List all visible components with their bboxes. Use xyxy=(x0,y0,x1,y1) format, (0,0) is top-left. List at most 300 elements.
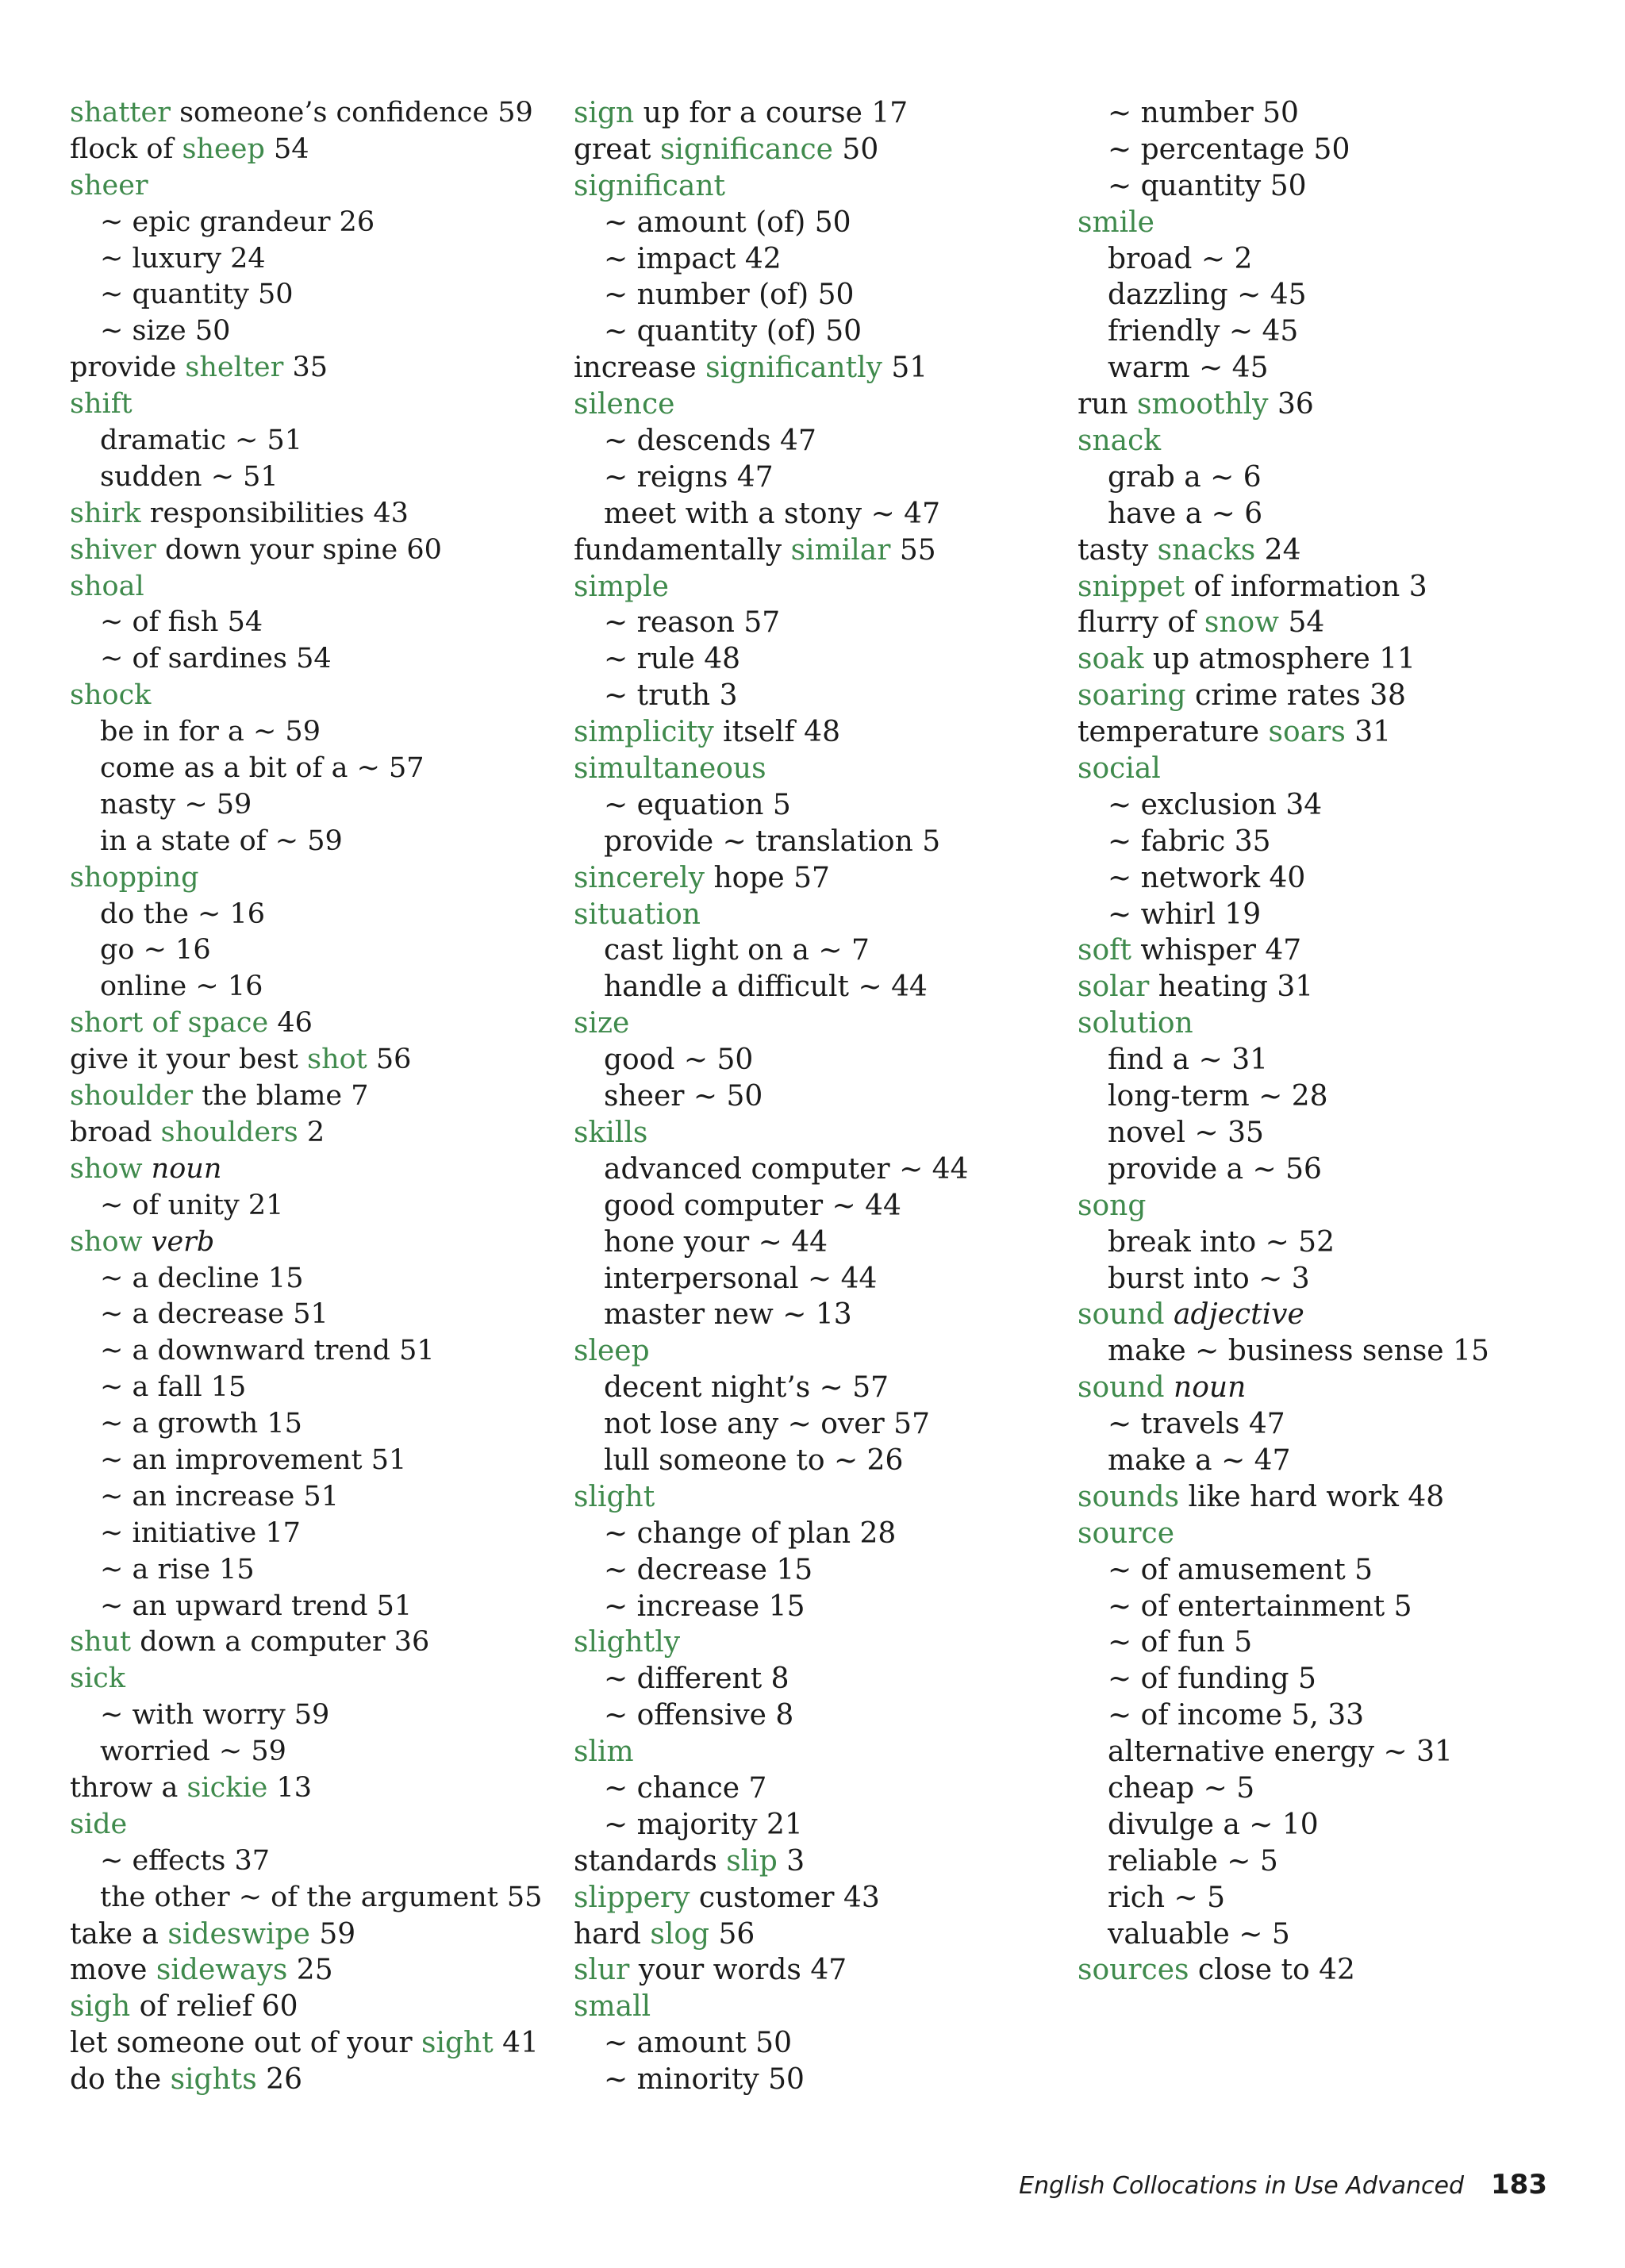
entry-text: ~ luxury 24 xyxy=(100,242,266,275)
entry-text: give it your best xyxy=(70,1044,308,1076)
index-subentry xyxy=(574,459,969,496)
headword: solution xyxy=(1078,1007,1193,1040)
index-subentry xyxy=(70,459,542,496)
entry-text: good ~ 50 xyxy=(604,1044,754,1077)
headword: sheep xyxy=(182,133,265,165)
index-entry xyxy=(70,1005,542,1042)
entry-text: of information 3 xyxy=(1185,570,1427,603)
entry-text: alternative energy ~ 31 xyxy=(1108,1736,1453,1769)
entry-text: ~ quantity 50 xyxy=(1108,169,1307,202)
headword: sights xyxy=(170,2063,257,2097)
index-entry xyxy=(70,350,542,386)
index-entry xyxy=(1078,932,1489,969)
entry-text: ~ majority 21 xyxy=(604,1808,803,1841)
headword: snacks xyxy=(1157,533,1256,567)
entry-text: ~ number 50 xyxy=(1108,97,1299,129)
index-subentry xyxy=(1078,1261,1489,1297)
index-entry xyxy=(70,678,542,714)
headword: sheer xyxy=(70,169,148,202)
entry-text: make ~ business sense 15 xyxy=(1108,1335,1489,1368)
entry-text: ~ initiative 17 xyxy=(100,1516,301,1549)
entry-text: standards xyxy=(574,1844,727,1878)
entry-text: sheer ~ 50 xyxy=(604,1080,763,1113)
entry-text: 54 xyxy=(1279,606,1325,640)
index-subentry xyxy=(70,1552,542,1589)
index-subentry xyxy=(1078,241,1489,278)
index-entry xyxy=(70,1151,542,1188)
entry-text: good computer ~ 44 xyxy=(604,1189,901,1222)
entry-text: 25 xyxy=(287,1954,333,1987)
headword: similar xyxy=(790,533,891,567)
index-subentry xyxy=(70,932,542,969)
index-subentry xyxy=(574,2025,969,2062)
entry-text: 2 xyxy=(298,1116,325,1148)
headword: shot xyxy=(307,1044,367,1076)
part-of-speech: noun xyxy=(142,1152,222,1185)
index-subentry xyxy=(1078,168,1489,205)
index-subentry xyxy=(1078,1624,1489,1661)
index-subentry xyxy=(70,277,542,313)
entry-text: master new ~ 13 xyxy=(604,1298,852,1332)
entry-text: 24 xyxy=(1255,533,1301,567)
entry-text: provide xyxy=(70,352,186,384)
entry-text: ~ an upward trend 51 xyxy=(100,1590,413,1622)
index-subentry xyxy=(574,605,969,641)
headword: show xyxy=(70,1152,143,1185)
entry-text: someone’s confidence 59 xyxy=(170,97,533,129)
entry-text: divulge a ~ 10 xyxy=(1108,1808,1319,1841)
index-entry xyxy=(70,1770,542,1807)
index-subentry xyxy=(574,932,969,969)
entry-text: make a ~ 47 xyxy=(1108,1443,1291,1477)
index-subentry xyxy=(574,787,969,824)
index-subentry xyxy=(70,1880,542,1916)
headword: shopping xyxy=(70,861,199,894)
index-subentry xyxy=(574,2062,969,2098)
index-entry xyxy=(574,1624,969,1661)
headword: social xyxy=(1078,752,1161,786)
index-subentry xyxy=(574,1151,969,1188)
headword: slight xyxy=(574,1480,655,1513)
entry-text: lull someone to ~ 26 xyxy=(604,1443,904,1477)
index-entry xyxy=(574,95,969,132)
entry-text: ~ a decrease 51 xyxy=(100,1298,328,1331)
index-subentry xyxy=(1078,1042,1489,1078)
headword: shoal xyxy=(70,570,144,602)
headword: small xyxy=(574,1990,651,2024)
entry-text: nasty ~ 59 xyxy=(100,788,252,821)
entry-text: ~ of entertainment 5 xyxy=(1108,1590,1412,1623)
index-entry xyxy=(70,1989,542,2025)
index-subentry xyxy=(70,824,542,860)
index-subentry xyxy=(574,277,969,313)
entry-text: ~ reason 57 xyxy=(604,606,781,640)
index-entry xyxy=(1078,532,1489,569)
book-title: English Collocations in Use Advanced xyxy=(1019,2172,1465,2200)
entry-text: 41 xyxy=(493,2027,539,2060)
index-subentry xyxy=(1078,860,1489,897)
index-entry xyxy=(1078,1005,1489,1042)
entry-text: crime rates 38 xyxy=(1185,679,1406,713)
headword: skills xyxy=(574,1116,648,1149)
headword: simultaneous xyxy=(574,752,766,786)
entry-text: interpersonal ~ 44 xyxy=(604,1262,878,1295)
entry-text: ~ chance 7 xyxy=(604,1771,767,1805)
headword: shoulders xyxy=(160,1116,298,1148)
index-subentry xyxy=(574,1188,969,1224)
entry-text: reliable ~ 5 xyxy=(1108,1844,1278,1878)
entry-text: break into ~ 52 xyxy=(1108,1225,1335,1259)
headword: slur xyxy=(574,1954,630,1987)
headword: silence xyxy=(574,388,675,421)
entry-text: ~ of income 5, 33 xyxy=(1108,1699,1365,1732)
index-entry xyxy=(70,1224,542,1261)
entry-text: responsibilities 43 xyxy=(140,497,409,529)
entry-text: come as a bit of a ~ 57 xyxy=(100,752,424,785)
page-footer xyxy=(1019,2165,1547,2205)
entry-text: be in for a ~ 59 xyxy=(100,716,321,748)
entry-text: whisper 47 xyxy=(1131,934,1302,967)
index-entry xyxy=(574,1989,969,2025)
index-entry xyxy=(70,1115,542,1151)
index-entry xyxy=(574,132,969,168)
entry-text: ~ a growth 15 xyxy=(100,1408,302,1440)
entry-text: ~ impact 42 xyxy=(604,242,782,275)
headword: slip xyxy=(726,1844,778,1878)
index-entry xyxy=(70,1952,542,1989)
index-subentry xyxy=(1078,1734,1489,1770)
index-entry xyxy=(574,714,969,751)
index-entry xyxy=(70,1078,542,1115)
headword: significantly xyxy=(705,352,882,385)
entry-text: decent night’s ~ 57 xyxy=(604,1371,889,1405)
index-subentry xyxy=(70,313,542,350)
index-subentry xyxy=(1078,1406,1489,1443)
headword: slim xyxy=(574,1736,634,1769)
entry-text: grab a ~ 6 xyxy=(1108,460,1262,494)
index-entry xyxy=(70,569,542,605)
index-subentry xyxy=(70,714,542,751)
headword: sideswipe xyxy=(167,1917,310,1951)
headword: side xyxy=(70,1808,128,1840)
index-subentry xyxy=(574,1406,969,1443)
index-subentry xyxy=(70,423,542,459)
index-entry xyxy=(70,1916,542,1953)
entry-text: ~ a fall 15 xyxy=(100,1371,247,1404)
headword: sound xyxy=(1078,1298,1165,1332)
headword: smoothly xyxy=(1137,388,1269,421)
entry-text: ~ decrease 15 xyxy=(604,1553,813,1586)
headword: soaring xyxy=(1078,679,1186,713)
headword: snack xyxy=(1078,425,1162,458)
index-entry xyxy=(574,1734,969,1770)
entry-text: ~ rule 48 xyxy=(604,643,741,676)
headword: shift xyxy=(70,388,133,421)
index-subentry xyxy=(574,824,969,860)
headword: sign xyxy=(574,97,635,129)
index-entry xyxy=(574,1880,969,1916)
entry-text: ~ a downward trend 51 xyxy=(100,1335,435,1367)
index-subentry xyxy=(574,1261,969,1297)
index-subentry xyxy=(70,1261,542,1297)
index-subentry xyxy=(574,313,969,350)
index-entry xyxy=(1078,386,1489,423)
entry-text: ~ truth 3 xyxy=(604,679,738,713)
index-entry xyxy=(1078,423,1489,459)
index-subentry xyxy=(70,1843,542,1880)
entry-text: 50 xyxy=(832,133,879,166)
index-subentry xyxy=(574,241,969,278)
index-subentry xyxy=(1078,1115,1489,1151)
entry-text: friendly ~ 45 xyxy=(1108,315,1299,348)
entry-text: rich ~ 5 xyxy=(1108,1881,1226,1914)
entry-text: 59 xyxy=(309,1917,356,1951)
headword: soak xyxy=(1078,643,1144,676)
index-subentry xyxy=(574,1807,969,1843)
entry-text: ~ equation 5 xyxy=(604,788,791,821)
part-of-speech: noun xyxy=(1164,1371,1247,1405)
entry-text: up atmosphere 11 xyxy=(1143,643,1416,676)
index-entry xyxy=(1078,1516,1489,1552)
entry-text: have a ~ 6 xyxy=(1108,497,1263,530)
entry-text: worried ~ 59 xyxy=(100,1736,286,1768)
entry-text: 51 xyxy=(882,352,928,385)
headword: shut xyxy=(70,1626,132,1659)
entry-text: 54 xyxy=(264,133,309,165)
entry-text: take a xyxy=(70,1917,168,1951)
headword: sleep xyxy=(574,1335,650,1368)
index-subentry xyxy=(1078,897,1489,933)
entry-text: ~ with worry 59 xyxy=(100,1699,330,1732)
index-entry xyxy=(1078,569,1489,605)
index-subentry xyxy=(574,496,969,532)
entry-text: ~ an increase 51 xyxy=(100,1480,339,1513)
headword: shatter xyxy=(70,97,171,129)
entry-text: ~ exclusion 34 xyxy=(1108,788,1323,821)
index-subentry xyxy=(574,641,969,678)
index-subentry xyxy=(1078,459,1489,496)
headword: situation xyxy=(574,898,701,931)
entry-text: ~ whirl 19 xyxy=(1108,898,1262,931)
entry-text: ~ effects 37 xyxy=(100,1844,271,1877)
entry-text: sudden ~ 51 xyxy=(100,460,279,493)
headword: shock xyxy=(70,679,152,712)
headword: sickie xyxy=(186,1771,268,1804)
entry-text: ~ number (of) 50 xyxy=(604,279,855,312)
index-subentry xyxy=(1078,1807,1489,1843)
headword: sources xyxy=(1078,1954,1189,1987)
index-subentry xyxy=(1078,1880,1489,1916)
headword: solar xyxy=(1078,971,1150,1004)
index-entry xyxy=(574,1115,969,1151)
index-entry xyxy=(70,2062,542,2098)
index-subentry xyxy=(1078,277,1489,313)
entry-text: down your spine 60 xyxy=(156,533,442,566)
index-subentry xyxy=(574,1516,969,1552)
headword: song xyxy=(1078,1189,1147,1222)
index-entry xyxy=(1078,751,1489,787)
index-subentry xyxy=(574,1370,969,1406)
entry-text: novel ~ 35 xyxy=(1108,1116,1264,1149)
index-entry xyxy=(70,1661,542,1697)
index-subentry xyxy=(1078,787,1489,824)
entry-text: 26 xyxy=(256,2063,302,2097)
index-entry xyxy=(1078,205,1489,241)
entry-text: dazzling ~ 45 xyxy=(1108,279,1307,312)
index-subentry xyxy=(70,1516,542,1552)
index-subentry xyxy=(1078,1333,1489,1370)
entry-text: let someone out of your xyxy=(70,2027,421,2060)
index-subentry xyxy=(1078,1697,1489,1734)
index-entry xyxy=(574,569,969,605)
index-entry xyxy=(574,897,969,933)
index-subentry xyxy=(70,787,542,824)
index-subentry xyxy=(574,1552,969,1589)
entry-text: ~ of unity 21 xyxy=(100,1189,284,1221)
headword: sight xyxy=(421,2027,494,2060)
headword: smile xyxy=(1078,206,1154,239)
index-subentry xyxy=(574,1443,969,1479)
entry-text: ~ quantity 50 xyxy=(100,279,294,311)
entry-text: ~ reigns 47 xyxy=(604,460,774,494)
index-entry xyxy=(70,2025,542,2062)
entry-text: handle a difficult ~ 44 xyxy=(604,971,928,1004)
index-entry xyxy=(574,1952,969,1989)
entry-text: ~ an improvement 51 xyxy=(100,1443,407,1476)
index-entry xyxy=(574,386,969,423)
entry-text: fundamentally xyxy=(574,533,791,567)
headword: shelter xyxy=(185,352,284,384)
entry-text: hard xyxy=(574,1917,651,1951)
entry-text: heating 31 xyxy=(1149,971,1314,1004)
entry-text: dramatic ~ 51 xyxy=(100,425,303,457)
entry-text: ~ offensive 8 xyxy=(604,1699,794,1732)
index-subentry xyxy=(574,1589,969,1625)
headword: show xyxy=(70,1225,143,1258)
index-entry xyxy=(574,1916,969,1953)
entry-text: customer 43 xyxy=(690,1881,880,1914)
entry-text: 46 xyxy=(268,1007,313,1040)
headword: source xyxy=(1078,1516,1175,1550)
index-entry xyxy=(1078,1370,1489,1406)
entry-text: the other ~ of the argument 55 xyxy=(100,1881,543,1913)
index-subentry xyxy=(1078,1224,1489,1261)
headword: shirk xyxy=(70,497,141,529)
index-subentry xyxy=(1078,1661,1489,1697)
index-entry xyxy=(70,1042,542,1078)
index-entry xyxy=(574,1479,969,1516)
index-subentry xyxy=(1078,496,1489,532)
index-subentry xyxy=(574,1697,969,1734)
entry-text: 56 xyxy=(709,1917,755,1951)
headword: sick xyxy=(70,1663,125,1695)
entry-text: not lose any ~ over 57 xyxy=(604,1408,930,1441)
index-subentry xyxy=(574,205,969,241)
headword: size xyxy=(574,1007,630,1040)
index-subentry xyxy=(574,1042,969,1078)
index-entry xyxy=(574,1005,969,1042)
headword: shiver xyxy=(70,533,156,566)
index-entry xyxy=(1078,1952,1489,1989)
index-entry xyxy=(1078,605,1489,641)
index-entry xyxy=(574,751,969,787)
entry-text: increase xyxy=(574,352,706,385)
index-subentry xyxy=(70,241,542,278)
entry-text: like hard work 48 xyxy=(1179,1480,1445,1513)
entry-text: ~ descends 47 xyxy=(604,425,816,458)
entry-text: 3 xyxy=(777,1844,805,1878)
entry-text: ~ fabric 35 xyxy=(1108,825,1271,858)
entry-text: ~ a rise 15 xyxy=(100,1553,255,1586)
entry-text: ~ network 40 xyxy=(1108,861,1306,894)
headword: slippery xyxy=(574,1881,690,1914)
headword: slog xyxy=(650,1917,710,1951)
entry-text: ~ of fun 5 xyxy=(1108,1626,1253,1659)
entry-text: move xyxy=(70,1954,156,1987)
entry-text: 56 xyxy=(367,1044,412,1076)
index-column-2 xyxy=(574,95,969,2098)
headword: sigh xyxy=(70,1990,131,2024)
index-entry xyxy=(70,860,542,897)
entry-text: 13 xyxy=(267,1771,313,1804)
entry-text: meet with a stony ~ 47 xyxy=(604,497,940,530)
index-subentry xyxy=(70,1406,542,1443)
index-subentry xyxy=(70,1443,542,1479)
entry-text: ~ change of plan 28 xyxy=(604,1516,897,1550)
entry-text: ~ of fish 54 xyxy=(100,606,263,639)
index-subentry xyxy=(70,1188,542,1224)
index-entry xyxy=(574,350,969,386)
entry-text: hone your ~ 44 xyxy=(604,1225,828,1259)
index-subentry xyxy=(70,1333,542,1370)
index-entry xyxy=(1078,714,1489,751)
index-subentry xyxy=(1078,132,1489,168)
index-subentry xyxy=(574,1224,969,1261)
page-number: 183 xyxy=(1491,2169,1547,2201)
entry-text: do the xyxy=(70,2063,171,2097)
entry-text: ~ different 8 xyxy=(604,1663,789,1696)
headword: significance xyxy=(659,133,833,166)
index-subentry xyxy=(1078,1770,1489,1807)
index-subentry xyxy=(1078,824,1489,860)
index-subentry xyxy=(574,678,969,714)
index-entry xyxy=(574,532,969,569)
index-entry xyxy=(70,132,542,168)
index-subentry xyxy=(1078,1078,1489,1115)
headword: significant xyxy=(574,169,726,202)
entry-text: ~ size 50 xyxy=(100,315,231,348)
entry-text: 35 xyxy=(283,352,328,384)
index-subentry xyxy=(70,641,542,678)
index-entry xyxy=(574,860,969,897)
index-subentry xyxy=(1078,95,1489,132)
entry-text: find a ~ 31 xyxy=(1108,1044,1269,1077)
index-entry xyxy=(574,1333,969,1370)
entry-text: valuable ~ 5 xyxy=(1108,1917,1290,1951)
index-subentry xyxy=(70,605,542,641)
entry-text: flock of xyxy=(70,133,182,165)
entry-text: great xyxy=(574,133,660,166)
entry-text: of relief 60 xyxy=(130,1990,298,2024)
entry-text: broad ~ 2 xyxy=(1108,242,1253,275)
entry-text: ~ amount 50 xyxy=(604,2027,792,2060)
index-subentry xyxy=(574,969,969,1005)
index-subentry xyxy=(1078,1151,1489,1188)
entry-text: warm ~ 45 xyxy=(1108,352,1269,385)
entry-text: online ~ 16 xyxy=(100,971,263,1003)
entry-text: down a computer 36 xyxy=(131,1626,430,1659)
index-entry xyxy=(70,1807,542,1843)
